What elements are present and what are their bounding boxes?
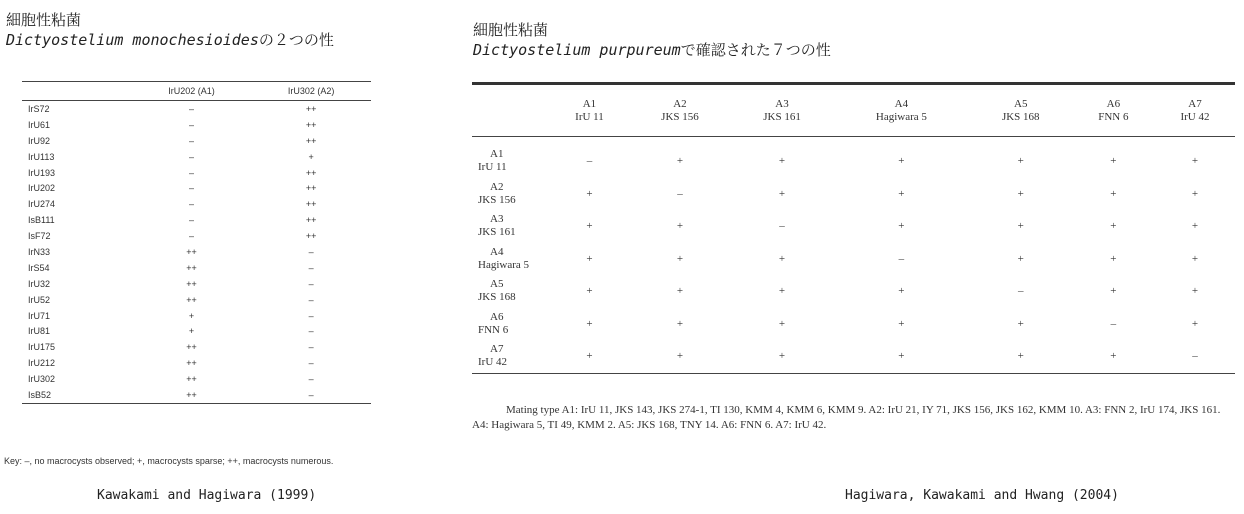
a1-result-cell: +: [188, 326, 195, 337]
table-row: [472, 308, 1235, 341]
right-col-header: [629, 84, 731, 137]
left-table-header: [22, 82, 371, 101]
right-subtitle: [473, 40, 831, 60]
a2-result-cell: –: [308, 326, 314, 337]
result-cell: +: [1110, 220, 1117, 233]
table-row: [22, 165, 371, 181]
left-col-header: IrU302 (A2): [251, 82, 371, 101]
result-cell: –: [1018, 285, 1024, 298]
result-cell: +: [1110, 252, 1117, 265]
row-mating-type: A2: [490, 180, 504, 193]
result-cell: +: [1110, 285, 1117, 298]
result-cell: +: [586, 187, 593, 200]
col-strain: IrU 11: [575, 110, 604, 123]
a1-result-cell: –: [189, 167, 195, 178]
strain-cell: IrU71: [28, 310, 51, 321]
table-row: [22, 101, 371, 117]
a2-result-cell: –: [308, 294, 314, 305]
table-row: [22, 308, 371, 324]
left-col-header: IrU202 (A1): [132, 82, 252, 101]
left-title: 細胞性粘菌: [6, 11, 82, 29]
table-row: [472, 243, 1235, 276]
result-cell: +: [1017, 317, 1024, 330]
result-cell: –: [779, 220, 785, 233]
right-mating-table: [472, 82, 1235, 374]
a1-result-cell: –: [189, 215, 195, 226]
strain-cell: IrN33: [28, 246, 51, 257]
left-table-body: [22, 101, 371, 404]
a1-result-cell: ++: [132, 387, 252, 403]
col-strain: JKS 168: [1001, 110, 1040, 123]
a1-result-cell: –: [189, 151, 195, 162]
right-subtitle-suffix: で確認された７つの性: [680, 41, 831, 59]
result-cell: +: [898, 155, 905, 168]
result-cell: +: [833, 340, 970, 373]
a2-result-cell: –: [308, 310, 314, 321]
result-cell: +: [586, 317, 593, 330]
left-mating-table: [22, 81, 371, 404]
a2-result-cell: –: [308, 342, 314, 353]
result-cell: +: [778, 317, 786, 330]
result-cell: +: [676, 155, 684, 168]
table-row: [22, 260, 371, 276]
right-col-header: [1072, 84, 1155, 137]
result-cell: +: [1110, 187, 1117, 200]
a1-result-cell: –: [189, 183, 195, 194]
a2-result-cell: –: [308, 262, 314, 273]
table-row: [472, 210, 1235, 243]
result-cell: +: [586, 252, 593, 265]
strain-cell: IrU81: [28, 326, 51, 337]
left-subtitle: [6, 30, 334, 50]
result-cell: +: [550, 340, 629, 373]
a1-result-cell: –: [189, 231, 195, 242]
a1-result-cell: –: [189, 119, 195, 130]
row-strain: IrU 11: [478, 161, 507, 174]
a2-result-cell: +: [308, 151, 314, 162]
result-cell: –: [1155, 340, 1235, 373]
result-cell: +: [1191, 220, 1199, 233]
table-row: [22, 149, 371, 165]
a2-result-cell: ++: [305, 231, 317, 242]
row-mating-type: A5: [490, 278, 504, 291]
row-strain: JKS 161: [478, 226, 516, 239]
a2-result-cell: –: [251, 387, 371, 403]
col-mating-type: A6: [1106, 97, 1121, 110]
strain-cell: IrS72: [28, 103, 50, 114]
right-title: 細胞性粘菌: [473, 21, 549, 39]
result-cell: +: [778, 252, 786, 265]
left-citation: Kawakami and Hagiwara (1999): [97, 488, 317, 503]
result-cell: –: [586, 155, 593, 168]
a2-result-cell: ++: [305, 167, 317, 178]
row-strain: JKS 156: [478, 193, 516, 206]
result-cell: +: [1191, 252, 1199, 265]
table-row: [22, 117, 371, 133]
strain-cell: IrU113: [28, 151, 55, 162]
result-cell: +: [1110, 155, 1117, 168]
result-cell: +: [1072, 340, 1155, 373]
a1-result-cell: ++: [186, 246, 197, 257]
a2-result-cell: –: [308, 246, 314, 257]
row-header: [472, 243, 550, 276]
left-col-header: [22, 82, 132, 101]
row-mating-type: A6: [490, 310, 504, 323]
col-strain: JKS 161: [763, 110, 801, 123]
result-cell: +: [778, 187, 786, 200]
a1-result-cell: ++: [186, 262, 197, 273]
result-cell: +: [586, 285, 593, 298]
right-citation: Hagiwara, Kawakami and Hwang (2004): [845, 488, 1119, 503]
a1-result-cell: ++: [186, 358, 197, 369]
table-row: [472, 137, 1235, 178]
result-cell: +: [898, 220, 905, 233]
row-strain: JKS 168: [478, 291, 516, 304]
table-row: [472, 275, 1235, 308]
table-row: [22, 133, 371, 149]
right-col-header: [833, 84, 970, 137]
result-cell: +: [676, 317, 684, 330]
row-strain: Hagiwara 5: [478, 258, 530, 271]
right-table-header: [472, 84, 1235, 137]
result-cell: +: [1017, 155, 1024, 168]
a2-result-cell: –: [308, 358, 314, 369]
strain-cell: IrU52: [28, 294, 51, 305]
strain-cell: IrU175: [28, 342, 56, 353]
table-row: [22, 228, 371, 244]
strain-cell: IrU92: [28, 135, 51, 146]
row-header: [472, 308, 550, 341]
result-cell: –: [1110, 317, 1117, 330]
a1-result-cell: –: [189, 135, 195, 146]
row-header: [472, 210, 550, 243]
result-cell: +: [778, 285, 786, 298]
table-row: [22, 212, 371, 228]
result-cell: +: [1017, 252, 1024, 265]
col-mating-type: A1: [582, 97, 597, 110]
right-table-wrap: [472, 82, 1235, 374]
result-cell: +: [676, 252, 684, 265]
result-cell: +: [1017, 187, 1024, 200]
right-species: Dictyostelium purpureum: [473, 41, 681, 59]
strain-cell: IrU202: [28, 183, 56, 194]
row-header: [472, 275, 550, 308]
table-row: [22, 244, 371, 260]
a2-result-cell: ++: [305, 199, 317, 210]
strain-cell: IrU193: [28, 167, 56, 178]
a1-result-cell: –: [189, 199, 195, 210]
right-col-header: [550, 84, 629, 137]
col-strain: IrU 42: [1180, 110, 1210, 123]
table-row: [22, 276, 371, 292]
strain-cell: IsB111: [28, 215, 55, 226]
result-cell: –: [898, 252, 905, 265]
a1-result-cell: +: [188, 310, 195, 321]
row-header: [472, 178, 550, 211]
row-mating-type: A1: [490, 148, 504, 161]
table-row: [22, 180, 371, 196]
a2-result-cell: ++: [305, 183, 317, 194]
left-table-wrap: [22, 81, 371, 404]
result-cell: +: [629, 340, 731, 373]
a2-result-cell: –: [308, 278, 314, 289]
col-mating-type: A2: [673, 97, 687, 110]
result-cell: –: [677, 187, 683, 200]
result-cell: +: [778, 155, 786, 168]
right-titles: [473, 20, 831, 60]
result-cell: +: [676, 285, 684, 298]
right-col-header: [1155, 84, 1235, 137]
left-key: Key: –, no macrocysts observed; +, macrocysts sparse; ++, macrocysts numerous.: [4, 456, 334, 466]
row-strain: FNN 6: [478, 323, 509, 336]
table-row: [22, 196, 371, 212]
row-strain: IrU 42: [478, 356, 508, 369]
result-cell: +: [1191, 285, 1199, 298]
strain-cell: IrU212: [28, 358, 56, 369]
result-cell: +: [898, 187, 905, 200]
col-mating-type: A5: [1014, 97, 1028, 110]
strain-cell: IrU302: [28, 374, 56, 385]
result-cell: +: [1191, 317, 1199, 330]
strain-cell: IrU61: [28, 119, 51, 130]
a2-result-cell: –: [308, 374, 314, 385]
col-strain: Hagiwara 5: [875, 110, 927, 123]
a1-result-cell: –: [189, 103, 195, 114]
a1-result-cell: ++: [186, 342, 197, 353]
strain-cell: IrS54: [28, 262, 50, 273]
table-row: [472, 178, 1235, 211]
row-header: [472, 137, 550, 178]
col-mating-type: A4: [894, 97, 909, 110]
left-species: Dictyostelium monochesioides: [6, 31, 259, 49]
strain-cell: IsB52: [22, 387, 132, 403]
row-header: [472, 340, 550, 373]
result-cell: +: [970, 340, 1072, 373]
a2-result-cell: ++: [305, 215, 317, 226]
right-table-body: [472, 137, 1235, 374]
right-footnote: Mating type A1: IrU 11, JKS 143, JKS 274-1, TI 130, KMM 4, KMM 6, KMM 9. A2: IrU 21, IY 71, JKS 156, JKS 162, KMM 10. A3: FNN 2, IrU 174, JKS 161. A4: Hagiwara 5, TI 49, KMM 2. A5: JKS 168, TNY 14. A6: FNN 6. A7: IrU 42.: [472, 404, 1221, 431]
col-mating-type: A7: [1188, 97, 1202, 110]
strain-cell: IrU274: [28, 199, 56, 210]
result-cell: +: [1017, 220, 1024, 233]
table-row: [22, 339, 371, 355]
table-row: [22, 323, 371, 339]
table-row: [22, 355, 371, 371]
left-titles: [6, 10, 334, 50]
col-strain: JKS 156: [661, 110, 699, 123]
result-cell: +: [676, 220, 684, 233]
result-cell: +: [731, 340, 833, 373]
result-cell: +: [586, 220, 593, 233]
table-row: [22, 371, 371, 387]
table-row: [472, 340, 1235, 373]
col-mating-type: A3: [775, 97, 789, 110]
a1-result-cell: ++: [186, 278, 197, 289]
table-row: [22, 387, 371, 403]
a1-result-cell: ++: [186, 374, 197, 385]
a2-result-cell: ++: [305, 119, 317, 130]
col-strain: FNN 6: [1098, 110, 1129, 123]
right-col-header: [970, 84, 1072, 137]
result-cell: +: [898, 317, 905, 330]
result-cell: +: [1191, 187, 1199, 200]
result-cell: +: [898, 285, 905, 298]
right-col-header: [731, 84, 833, 137]
strain-cell: IsF72: [28, 231, 51, 242]
a1-result-cell: ++: [186, 294, 197, 305]
strain-cell: IrU32: [28, 278, 51, 289]
result-cell: +: [1191, 155, 1199, 168]
a2-result-cell: ++: [305, 135, 317, 146]
left-subtitle-suffix: の２つの性: [258, 31, 334, 49]
row-mating-type: A7: [490, 343, 504, 356]
a2-result-cell: ++: [305, 103, 317, 114]
row-mating-type: A3: [490, 213, 504, 226]
right-corner-cell: [472, 84, 550, 137]
row-mating-type: A4: [490, 245, 504, 258]
table-row: [22, 292, 371, 308]
